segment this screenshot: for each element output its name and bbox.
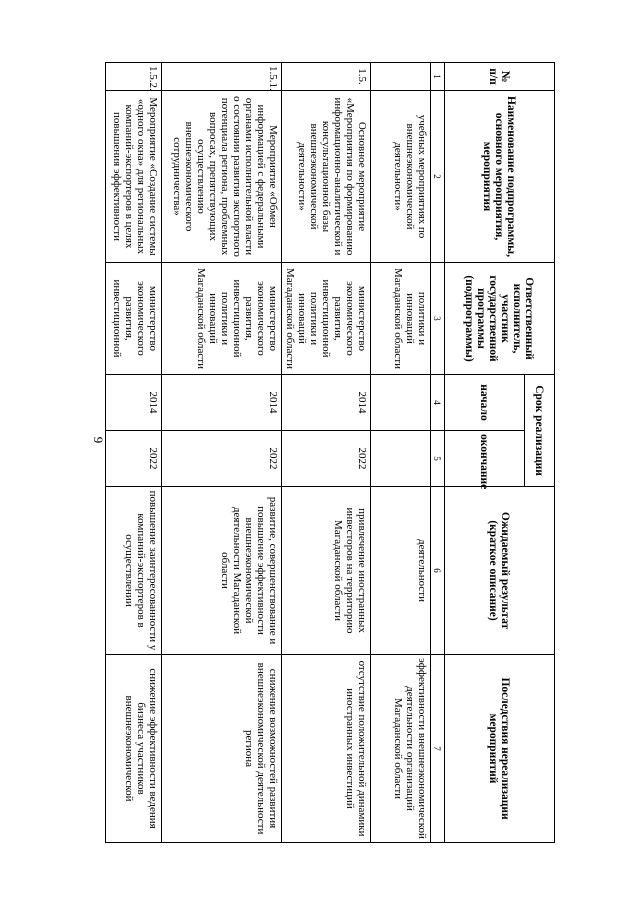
col-number: 5 [431,431,445,487]
table-row [282,63,371,843]
row-consequence: снижение возможностей развития внешнеэкономической деятельности региона [162,655,282,843]
rotated-table-wrapper [105,62,555,842]
row-consequence: отсутствие положительной динамики иностранных инвестиций [282,655,371,843]
row-end: 2022 [282,431,371,487]
col-number: 2 [431,91,445,263]
header-name: Наименование подпрограммы, основного мероприятия, мероприятия [445,91,555,263]
col-number: 3 [431,263,445,375]
row-result: деятельности [371,487,431,655]
col-number: 4 [431,375,445,431]
row-end [371,431,431,487]
header-start: начало [445,375,525,431]
col-number: 1 [431,63,445,91]
header-row [525,63,555,843]
row-executor: министерство экономического развития, инвестиционной политики и инноваций Магаданской области [162,263,282,375]
row-name: Мероприятие «Обмен информацией с федеральными органами исполнительной власти о состоянии развития экспортного потенциала региона, проблемных вопросах, препятствующих осуществлению внешнеэкономического сотрудничества» [162,91,282,263]
row-start: 2014 [106,375,162,431]
table-row [371,63,431,843]
header-executor: Ответственный исполнитель, участник государственной программы (подпрограммы) [445,263,555,375]
col-number: 7 [431,655,445,843]
header-result: Ожидаемый результат (краткое описание) [445,487,555,655]
column-number-row [431,63,445,843]
row-number: 1.5.1. [162,63,282,91]
row-consequence: снижение эффективности ведения бизнеса участников внешнеэкономической [106,655,162,843]
row-end: 2022 [106,431,162,487]
table-row [162,63,282,843]
measures-table [105,62,555,843]
header-end: окончание [445,431,525,487]
row-number [371,63,431,91]
row-start: 2014 [282,375,371,431]
header-number: № п/п [445,63,555,91]
row-start [371,375,431,431]
row-result: повышение заинтересованности у компаний-экспортеров в осуществлении [106,487,162,655]
row-number: 1.5.2. [106,63,162,91]
row-result: развитие, совершенствование и повышение эффективности внешнеэкономической деятельности Магаданской области [162,487,282,655]
row-executor: политики и инноваций Магаданской области [371,263,431,375]
header-consequence: Последствия нереализации мероприятий [445,655,555,843]
row-executor: министерство экономического развития, инвестиционной политики и инноваций Магаданской области [282,263,371,375]
header-period: Срок реализации [525,375,555,487]
col-number: 6 [431,487,445,655]
row-name: Мероприятие «Создание системы «одного окна» для региональных компаний-экспортеров в целях повышения эффективности [106,91,162,263]
row-number: 1.5. [282,63,371,91]
table-row [106,63,162,843]
row-executor: министерство экономического развития, инвестиционной [106,263,162,375]
row-name: Основное мероприятие «Мероприятия по формированию информационно-аналитической и консультационной базы внешнеэкономической деятельности» [282,91,371,263]
row-end: 2022 [162,431,282,487]
page-number: 9 [91,436,106,444]
row-consequence: эффективности внешнеэкономической деятельности организаций Магаданской области [371,655,431,843]
row-result: привлечение иностранных инвесторов на территорию Магаданской области [282,487,371,655]
row-start: 2014 [162,375,282,431]
row-name: учебных мероприятиях по внешнеэкономической деятельности» [371,91,431,263]
